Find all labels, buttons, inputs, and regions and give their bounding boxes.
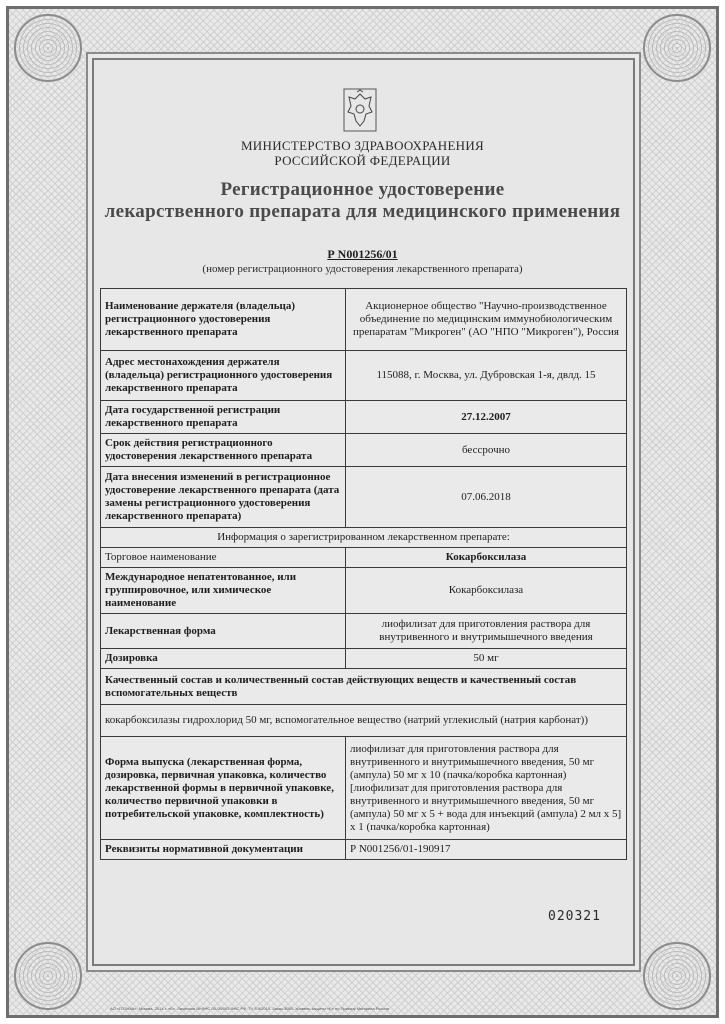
- dosage-label: Дозировка: [101, 649, 346, 669]
- table-row: [101, 528, 627, 548]
- trade-name-value: Кокарбоксилаза: [346, 548, 627, 568]
- corner-rosette-top-right: [643, 14, 711, 82]
- document-title-line1: Регистрационное удостоверение: [220, 179, 505, 200]
- composition-text: кокарбоксилазы гидрохлорид 50 мг, вспомогательное вещество (натрий углекислый (натрия карбонат)): [101, 705, 627, 737]
- holder-name-value: Акционерное общество "Научно-производственное объединение по медицинским иммунобиологическим препаратам "Микроген" (АО "НПО "Микроген"), Россия: [346, 289, 627, 351]
- table-row: [101, 401, 627, 434]
- table-row: [101, 705, 627, 737]
- holder-address-value: 115088, г. Москва, ул. Дубровская 1-я, двлд. 15: [346, 351, 627, 401]
- registration-number: Р N001256/01: [327, 247, 398, 261]
- table-row: [101, 467, 627, 528]
- coat-of-arms-emblem-icon: [343, 88, 377, 132]
- normative-doc-value: Р N001256/01-190917: [346, 840, 627, 860]
- registration-date-label: Дата государственной регистрации лекарственного препарата: [101, 401, 346, 434]
- inn-label: Международное непатентованное, или группировочное, или химическое наименование: [101, 568, 346, 614]
- registration-number-caption: (номер регистрационного удостоверения лекарственного препарата): [202, 263, 523, 275]
- table-row: [101, 737, 627, 840]
- change-date-label: Дата внесения изменений в регистрационное удостоверение лекарственного препарата (дата замены регистрационного удостоверения лекарственного препарата): [101, 467, 346, 528]
- composition-heading: Качественный состав и количественный состав действующих веществ и качественный состав вспомогательных веществ: [101, 669, 627, 705]
- table-row: [101, 614, 627, 649]
- table-row: [101, 669, 627, 705]
- document-title-line2: лекарственного препарата для медицинского применения: [104, 201, 621, 222]
- table-row: [101, 351, 627, 401]
- corner-rosette-top-left: [14, 14, 82, 82]
- ministry-name-line1: МИНИСТЕРСТВО ЗДРАВООХРАНЕНИЯ: [240, 138, 485, 153]
- holder-name-label: Наименование держателя (владельца) регистрационного удостоверения лекарственного препарата: [101, 289, 346, 351]
- table-row: [101, 840, 627, 860]
- corner-rosette-bottom-left: [14, 942, 82, 1010]
- corner-rosette-bottom-right: [643, 942, 711, 1010]
- change-date-value: 07.06.2018: [346, 467, 627, 528]
- validity-period-value: бессрочно: [346, 434, 627, 467]
- trade-name-label: Торговое наименование: [101, 548, 346, 568]
- registration-date-value: 27.12.2007: [346, 401, 627, 434]
- dosage-value: 50 мг: [346, 649, 627, 669]
- dosage-form-value: лиофилизат для приготовления раствора для внутривенного и внутримышечного введения: [346, 614, 627, 649]
- printer-footer-text: АО «ГОЗНАК», Москва, 2014 г. «Б». Лицензия № ФНС 05-05/003 ФНС РФ. ТУ 5.9/2010. Заказ 3055. Уровень защиты «Б» по Приказу Минфина России: [110, 1006, 389, 1011]
- table-row: [101, 289, 627, 351]
- drug-info-heading: Информация о зарегистрированном лекарственном препарате:: [101, 528, 627, 548]
- dosage-form-label: Лекарственная форма: [101, 614, 346, 649]
- blank-serial-number: 020321: [548, 909, 601, 924]
- holder-address-label: Адрес местонахождения держателя (владельца) регистрационного удостоверения лекарственного препарата: [101, 351, 346, 401]
- table-row: [101, 649, 627, 669]
- ministry-name-line2: РОССИЙСКОЙ ФЕДЕРАЦИИ: [274, 153, 451, 168]
- certificate-table: [100, 288, 627, 860]
- validity-period-label: Срок действия регистрационного удостоверения лекарственного препарата: [101, 434, 346, 467]
- release-form-value: лиофилизат для приготовления раствора для внутривенного и внутримышечного введения, 50 мг (ампула) 50 мг x 10 (пачка/коробка картонная) [лиофилизат для приготовления раствора для внутривенного и внутримышечного введения, 50 мг (ампула) 50 мг x 5 + вода для инъекций (ампула) 2 мл x 5] x 1 (пачка/коробка картонная): [346, 737, 627, 840]
- inn-value: Кокарбоксилаза: [346, 568, 627, 614]
- table-row: [101, 548, 627, 568]
- table-row: [101, 568, 627, 614]
- normative-doc-label: Реквизиты нормативной документации: [101, 840, 346, 860]
- release-form-label: Форма выпуска (лекарственная форма, дозировка, первичная упаковка, количество лекарственной формы в первичной упаковке, количество первичной упаковки в потребительской упаковке, комплектность): [101, 737, 346, 840]
- table-row: [101, 434, 627, 467]
